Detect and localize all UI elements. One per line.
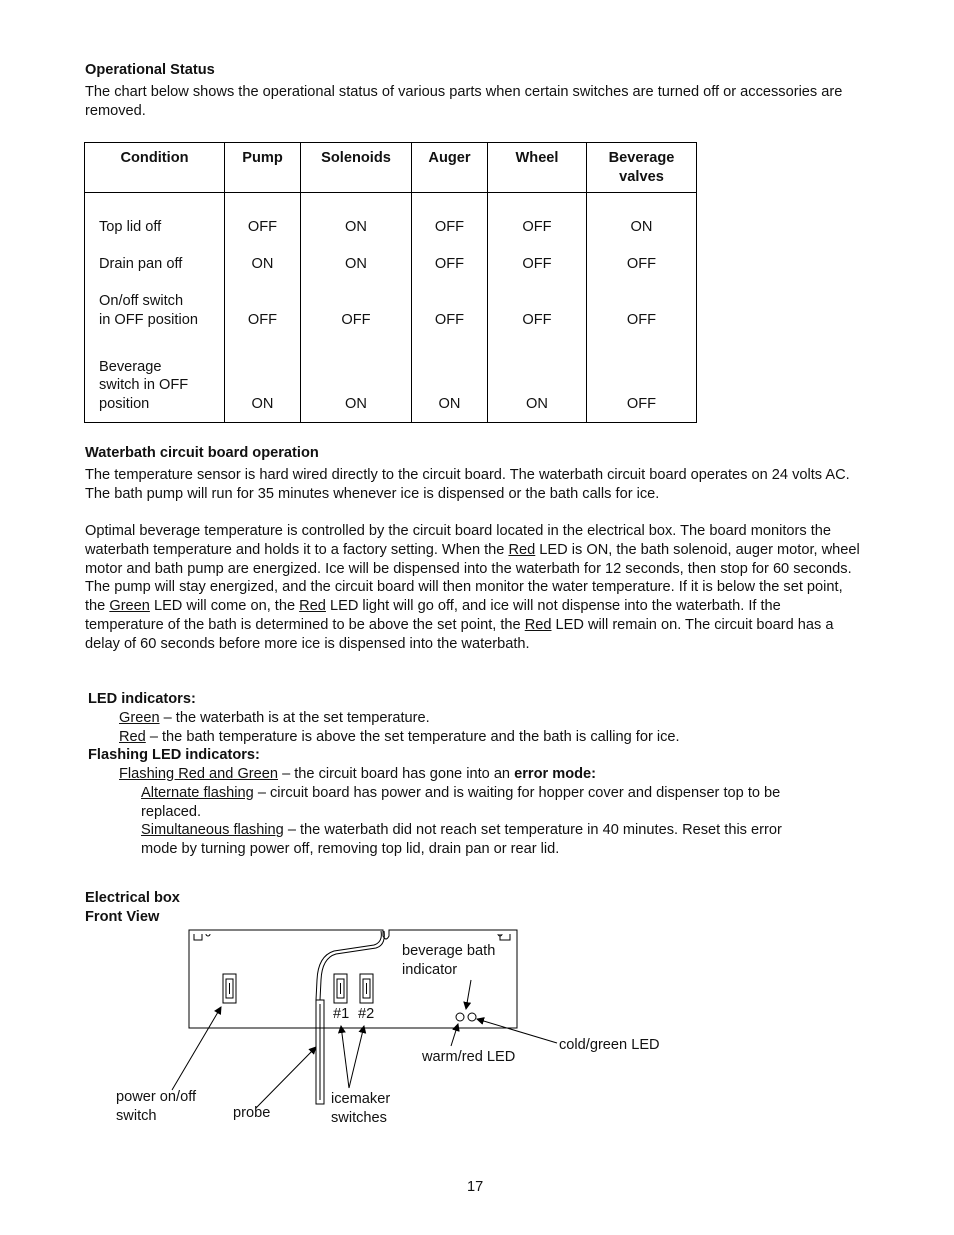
label-cold-green-led: cold/green LED bbox=[559, 1037, 660, 1053]
condition-line: switch in OFF bbox=[99, 377, 189, 394]
flashing-led-heading: Flashing LED indicators: bbox=[88, 747, 260, 763]
column-header-pump: Pump bbox=[225, 143, 301, 193]
error-mode-term: error mode: bbox=[514, 766, 597, 782]
red-term: Red bbox=[524, 616, 552, 633]
warm-red-led-icon bbox=[456, 1013, 464, 1021]
cold-green-led-icon bbox=[468, 1013, 476, 1021]
icemaker-switch-2-icon bbox=[360, 974, 373, 1003]
condition-line: in OFF position bbox=[99, 312, 198, 329]
column-header-condition: Condition bbox=[85, 143, 225, 193]
label-probe: probe bbox=[233, 1105, 271, 1121]
arrow-icemaker-2 bbox=[349, 1026, 364, 1088]
column-header-wheel: Wheel bbox=[488, 143, 587, 193]
page-number: 17 bbox=[467, 1179, 484, 1195]
label-switch-2: #2 bbox=[358, 1006, 375, 1022]
cell-auger: OFF bbox=[412, 237, 488, 274]
cell-auger: OFF bbox=[412, 193, 488, 238]
column-header-beverage-valves: Beverage valves bbox=[587, 143, 697, 193]
waterbath-paragraph-1: The temperature sensor is hard wired directly to the circuit board. The waterbath circuit board operates on 24 volts AC. The bath pump will run for 35 minutes whenever ice is dispensed or the bath calls for ice. bbox=[85, 467, 850, 502]
text-span: – the waterbath did not reach set temperature in 40 minutes. Reset this error bbox=[283, 822, 782, 838]
section-heading-operational-status: Operational Status bbox=[85, 62, 215, 78]
cell-pump: ON bbox=[225, 237, 301, 274]
cell-solenoids: ON bbox=[301, 193, 412, 238]
icemaker-switch-1-icon bbox=[334, 974, 347, 1003]
alternate-term: Alternate flashing bbox=[141, 785, 254, 801]
arrow-bath-indicator bbox=[466, 980, 471, 1009]
cell-pump: ON bbox=[225, 330, 301, 423]
operational-status-intro: The chart below shows the operational status of various parts when certain switches are turned off or accessories are removed. bbox=[85, 84, 843, 119]
text-span: – the circuit board has gone into an bbox=[278, 766, 515, 782]
front-view-heading: Front View bbox=[85, 909, 160, 925]
cell-wheel: ON bbox=[488, 330, 587, 423]
cell-wheel: OFF bbox=[488, 274, 587, 330]
cell-condition: Top lid off bbox=[85, 193, 225, 238]
simultaneous-term: Simultaneous flashing bbox=[141, 822, 284, 838]
electrical-box-heading: Electrical box bbox=[85, 890, 180, 906]
red-term: Red bbox=[119, 729, 146, 745]
label-power-switch: power on/off bbox=[116, 1089, 197, 1105]
arrow-icemaker-1 bbox=[341, 1026, 349, 1088]
label-power-switch-2: switch bbox=[116, 1108, 157, 1124]
label-icemaker: icemaker bbox=[331, 1091, 391, 1107]
label-switches: switches bbox=[331, 1110, 387, 1126]
text-span: – the bath temperature is above the set temperature and the bath is calling for ice. bbox=[145, 729, 680, 745]
label-switch-1: #1 bbox=[333, 1006, 350, 1022]
column-header-solenoids: Solenoids bbox=[301, 143, 412, 193]
cell-wheel: OFF bbox=[488, 237, 587, 274]
arrow-probe bbox=[256, 1047, 316, 1108]
green-term: Green bbox=[119, 710, 160, 726]
flash-term: Flashing Red and Green bbox=[119, 766, 279, 782]
simultaneous-flashing-line-2: mode by turning power off, removing top lid, drain pan or rear lid. bbox=[141, 841, 560, 857]
section-heading-waterbath: Waterbath circuit board operation bbox=[85, 445, 319, 461]
text-span: LED will remain on. The circuit board has a delay of 60 seconds before more ice is dispensed into the waterbath. bbox=[85, 616, 834, 652]
cell-beverage-valves: ON bbox=[587, 193, 697, 238]
label-warm-red-led: warm/red LED bbox=[422, 1049, 516, 1065]
cell-beverage-valves: OFF bbox=[587, 237, 697, 274]
text-span: – the waterbath is at the set temperature. bbox=[159, 710, 430, 726]
alternate-flashing-line-2: replaced. bbox=[141, 804, 202, 820]
cell-wheel: OFF bbox=[488, 193, 587, 238]
cell-auger: OFF bbox=[412, 274, 488, 330]
condition-line: On/off switch bbox=[99, 293, 184, 310]
power-switch-icon bbox=[223, 974, 236, 1003]
column-header-auger: Auger bbox=[412, 143, 488, 193]
condition-line: position bbox=[99, 396, 150, 413]
arrow-warm-red-led bbox=[451, 1024, 458, 1046]
label-indicator: indicator bbox=[402, 962, 458, 978]
green-term: Green bbox=[109, 598, 150, 615]
red-term: Red bbox=[299, 598, 326, 615]
condition-line: Beverage bbox=[99, 358, 162, 375]
cell-solenoids: ON bbox=[301, 237, 412, 274]
cell-pump: OFF bbox=[225, 193, 301, 238]
text-span: LED is ON, the bath solenoid, auger motor, wheel motor and bath pump are energized. Ice will be dispensed into the waterbath for 12 seconds, then stop for 60 seconds. The pump will stay energized, and the circuit board will then monitor the water temperature. If it is below the set point, the bbox=[85, 541, 860, 615]
cell-beverage-valves: OFF bbox=[587, 330, 697, 423]
cell-solenoids: ON bbox=[301, 330, 412, 423]
text-span: – circuit board has power and is waiting for hopper cover and dispenser top to be bbox=[253, 785, 781, 801]
cell-condition: Drain pan off bbox=[85, 237, 225, 274]
label-beverage-bath: beverage bath bbox=[402, 943, 496, 959]
cell-solenoids: OFF bbox=[301, 274, 412, 330]
led-indicators-heading: LED indicators: bbox=[88, 691, 196, 707]
text-span: LED will come on, the bbox=[149, 598, 300, 615]
cell-pump: OFF bbox=[225, 274, 301, 330]
cell-beverage-valves: OFF bbox=[587, 274, 697, 330]
arrow-power-switch bbox=[172, 1007, 221, 1090]
red-term: Red bbox=[508, 541, 536, 558]
text-span: LED light will go off, and ice will not dispense into the waterbath. If the temperature of the bath is determined to be above the set point, the bbox=[85, 598, 781, 633]
text-span: Optimal beverage temperature is controlled by the circuit board located in the electrical box. The board monitors the waterbath temperature and holds it to a factory setting. When the bbox=[85, 523, 832, 558]
cell-auger: ON bbox=[412, 330, 488, 423]
